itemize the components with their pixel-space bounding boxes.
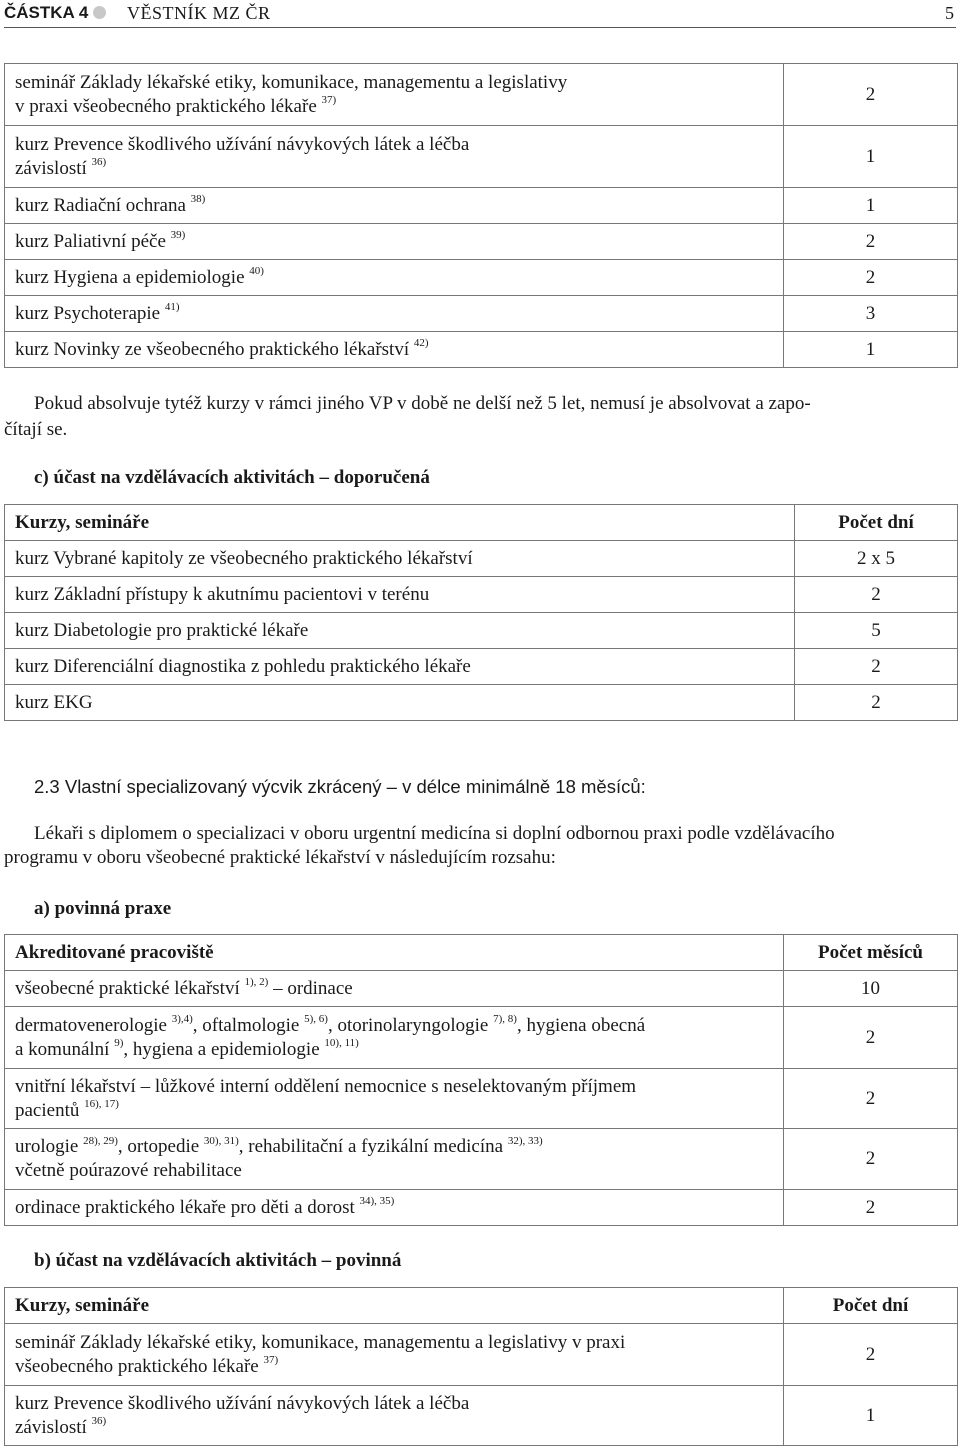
column-header-courses: Kurzy, semináře [5, 1288, 784, 1324]
note-paragraph-continued: čítají se. [4, 419, 68, 440]
column-header-days: Počet dní [795, 505, 958, 541]
row-value: 2 [784, 1007, 958, 1069]
row-value: 1 [784, 1386, 958, 1446]
table-row [5, 1324, 958, 1386]
table-row [5, 1386, 958, 1446]
row-label: kurz EKG [5, 685, 795, 721]
table-row [5, 126, 958, 188]
table-row [5, 1069, 958, 1129]
row-label: dermatovenerologie $^{3),4)}$, oftalmologie $^{5), 6)}$, otorinolaryngologie $^{7), 8)}$, hygiena obecná a komunální $^{9)}$, hygiena a epidemiologie $^{10), 11)}$ [5, 1007, 784, 1069]
column-header-workplace: Akreditované pracoviště [5, 935, 784, 971]
heading-recommended-activities: c) účast na vzdělávacích aktivitách – doporučená [34, 467, 430, 488]
table-row [5, 1129, 958, 1190]
row-label: kurz Diabetologie pro praktické lékaře [5, 613, 795, 649]
table-row [5, 64, 958, 126]
issue-part: ČÁSTKA 4 [4, 3, 89, 22]
row-value: 2 x 5 [795, 541, 958, 577]
intro-paragraph-continued: programu v oboru všeobecné praktické lékařství v následujícím rozsahu: [4, 847, 556, 868]
recommended-courses-table [4, 504, 958, 721]
row-value: 2 [795, 649, 958, 685]
row-value: 2 [784, 1069, 958, 1129]
row-label: vnitřní lékařství – lůžkové interní oddělení nemocnice s neselektovaným příjmem pacientů $^{16), 17)}$ [5, 1069, 784, 1129]
row-value: 2 [784, 1190, 958, 1226]
column-header-months: Počet měsíců [784, 935, 958, 971]
page-header [0, 0, 960, 26]
courses-table-continued [4, 63, 958, 368]
header-divider [4, 27, 956, 28]
table-header-row [5, 1288, 958, 1324]
row-label: kurz Prevence škodlivého užívání návykových látek a léčba závislostí $^{36)}$ [5, 126, 784, 188]
row-label: kurz Základní přístupy k akutnímu pacientovi v terénu [5, 577, 795, 613]
column-header-courses: Kurzy, semináře [5, 505, 795, 541]
table-row [5, 296, 958, 332]
column-header-days: Počet dní [784, 1288, 958, 1324]
row-label: kurz Novinky ze všeobecného praktického lékařství $^{42)}$ [5, 332, 784, 368]
section-title-2-3: 2.3 Vlastní specializovaný výcvik zkrácený – v délce minimálně 18 měsíců: [34, 776, 646, 797]
table-row [5, 649, 958, 685]
row-label: všeobecné praktické lékařství $^{1), 2)}$ – ordinace [5, 971, 784, 1007]
journal-title: VĚSTNÍK MZ ČR [127, 3, 271, 23]
row-value: 3 [784, 296, 958, 332]
table-header-row [5, 935, 958, 971]
row-label: urologie $^{28), 29)}$, ortopedie $^{30), 31)}$, rehabilitační a fyzikální medicína $^{32), 33)}$ včetně poúrazové rehabilitace [5, 1129, 784, 1190]
table-row [5, 1190, 958, 1226]
row-label: kurz Prevence škodlivého užívání návykových látek a léčba závislostí $^{36)}$ [5, 1386, 784, 1446]
row-value: 2 [784, 64, 958, 126]
note-paragraph: Pokud absolvuje tytéž kurzy v rámci jiného VP v době ne delší než 5 let, nemusí je absolvovat a zapo- [34, 393, 811, 414]
row-value: 2 [795, 577, 958, 613]
row-label: kurz Vybrané kapitoly ze všeobecného praktického lékařství [5, 541, 795, 577]
table-row [5, 577, 958, 613]
intro-paragraph: Lékaři s diplomem o specializaci v oboru urgentní medicína si doplní odbornou praxi podle vzdělávacího [34, 823, 835, 844]
mandatory-practice-table [4, 934, 958, 1226]
row-value: 10 [784, 971, 958, 1007]
row-value: 2 [795, 685, 958, 721]
page-number: 5 [945, 3, 954, 23]
table-row [5, 1007, 958, 1069]
row-value: 2 [784, 260, 958, 296]
table-row [5, 260, 958, 296]
row-label: kurz Paliativní péče $^{39)}$ [5, 224, 784, 260]
row-label: kurz Hygiena a epidemiologie $^{40)}$ [5, 260, 784, 296]
row-label: kurz Diferenciální diagnostika z pohledu praktického lékaře [5, 649, 795, 685]
row-value: 1 [784, 126, 958, 188]
table-row [5, 541, 958, 577]
row-label: kurz Radiační ochrana $^{38)}$ [5, 188, 784, 224]
row-label: seminář Základy lékařské etiky, komunikace, managementu a legislativy v praxi všeobecného praktického lékaře $^{37)}$ [5, 1324, 784, 1386]
row-label: ordinace praktického lékaře pro děti a dorost $^{34), 35)}$ [5, 1190, 784, 1226]
row-label: kurz Psychoterapie $^{41)}$ [5, 296, 784, 332]
row-value: 2 [784, 1129, 958, 1190]
table-row [5, 613, 958, 649]
table-row [5, 685, 958, 721]
row-value: 2 [784, 224, 958, 260]
heading-mandatory-practice: a) povinná praxe [34, 898, 172, 919]
mandatory-courses-table [4, 1287, 958, 1446]
heading-mandatory-activities: b) účast na vzdělávacích aktivitách – povinná [34, 1250, 402, 1271]
table-row [5, 188, 958, 224]
row-value: 1 [784, 188, 958, 224]
table-row [5, 224, 958, 260]
table-row [5, 332, 958, 368]
table-header-row [5, 505, 958, 541]
bullet-dot-icon [93, 6, 106, 19]
row-value: 2 [784, 1324, 958, 1386]
row-label: seminář Základy lékařské etiky, komunikace, managementu a legislativy v praxi všeobecného praktického lékaře $^{37)}$ [5, 64, 784, 126]
row-value: 5 [795, 613, 958, 649]
table-row [5, 971, 958, 1007]
row-value: 1 [784, 332, 958, 368]
